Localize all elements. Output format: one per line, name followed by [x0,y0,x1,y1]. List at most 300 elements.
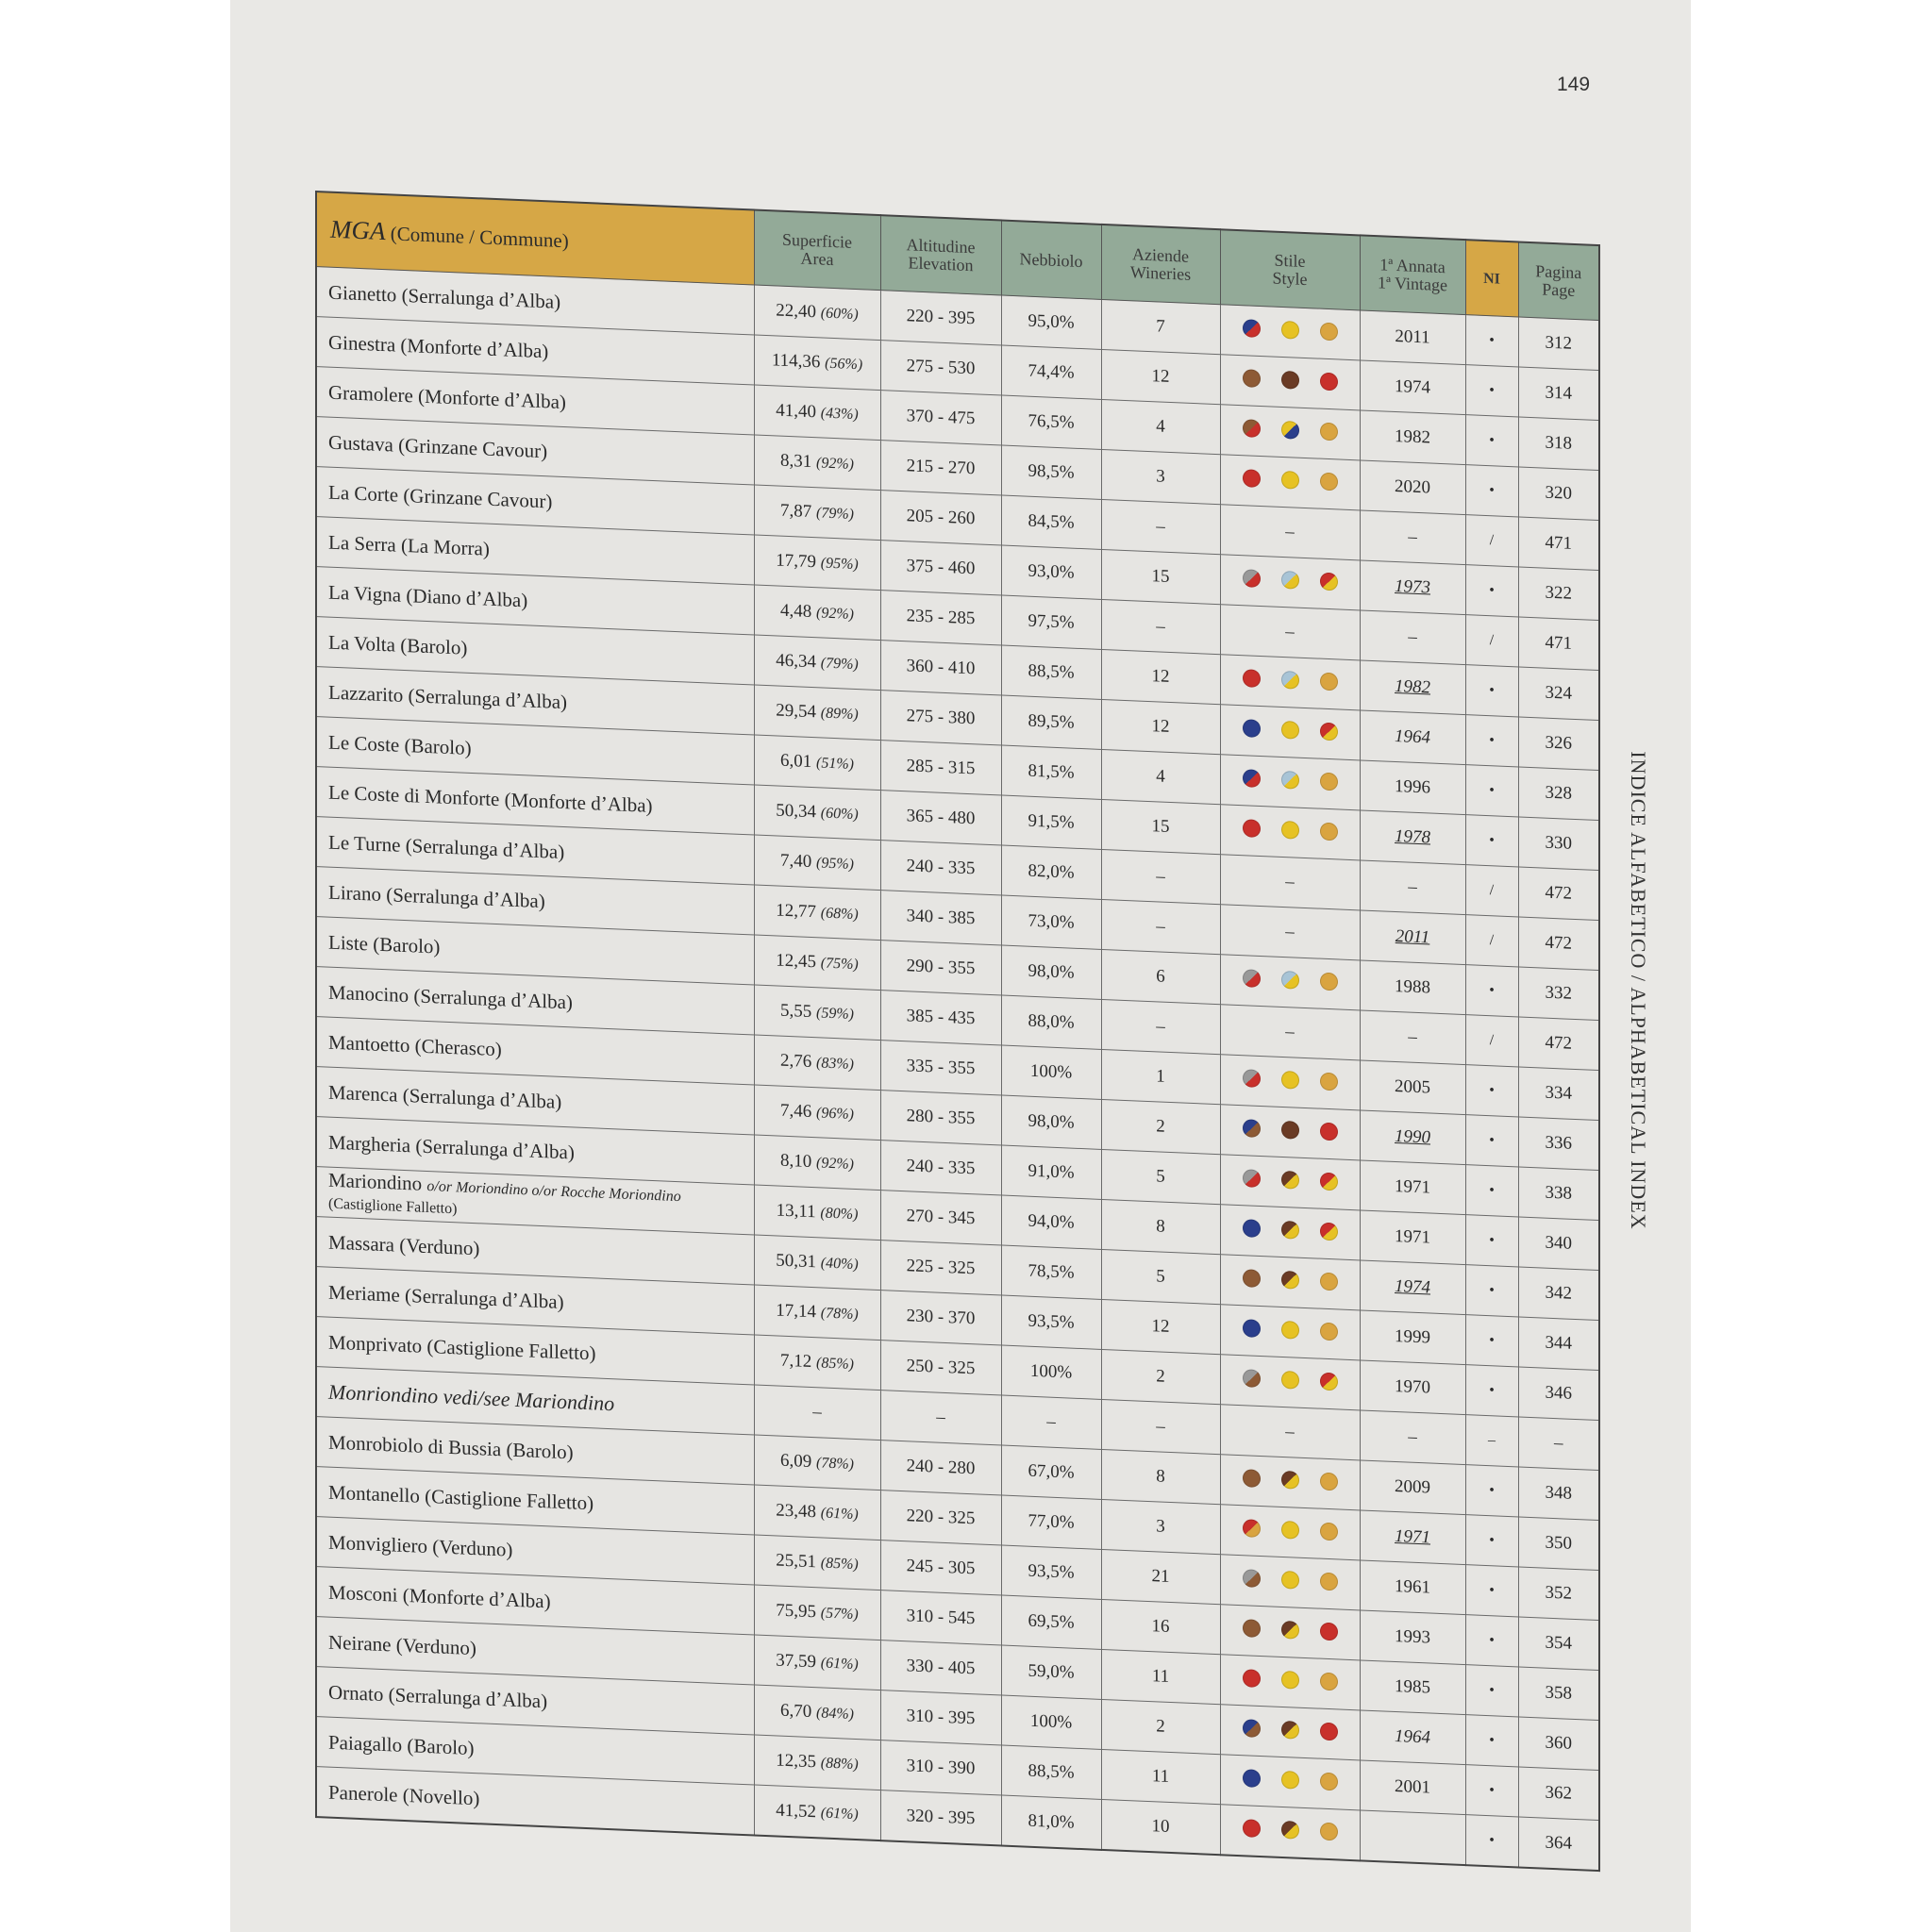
mga-comune: (Serralunga d’Alba) [408,684,568,714]
area-percent: (60%) [820,805,859,824]
page-cell: 324 [1518,667,1599,721]
ni-cell: • [1465,1515,1518,1567]
nebbiolo-cell: 93,5% [1001,1545,1101,1599]
page-cell: 472 [1518,917,1599,971]
elevation-cell: 375 - 460 [880,541,1001,595]
elevation-cell: 230 - 370 [880,1291,1001,1345]
ni-cell: • [1465,1715,1518,1767]
style-dots [1243,369,1338,391]
area-percent: (51%) [816,755,854,773]
style-dots [1243,819,1338,841]
mga-name: Monriondino vedi/see Mariondino [328,1379,615,1416]
style-dot-icon [1243,1519,1261,1538]
area-percent: (68%) [820,905,859,924]
page-cell: 472 [1518,867,1599,921]
page-cell: 344 [1518,1317,1599,1371]
style-cell [1220,1005,1360,1060]
nebbiolo-cell: 97,5% [1001,595,1101,649]
header-style [1220,229,1360,310]
elevation-cell: 310 - 545 [880,1591,1001,1645]
vintage-value: 2011 [1395,925,1430,948]
style-empty: – [1285,522,1295,542]
vintage-value: 1982 [1395,425,1430,448]
vintage-value: 1978 [1395,825,1430,848]
ni-cell: • [1465,815,1518,867]
style-dot-icon [1243,1069,1261,1088]
vintage-cell [1360,1360,1465,1415]
area-percent: (95%) [820,555,859,574]
page-cell: 362 [1518,1767,1599,1821]
area-cell [754,485,880,541]
style-dots [1243,1069,1338,1091]
mga-comune: (Barolo) [373,932,441,958]
vintage-value: – [1408,626,1417,647]
page-cell: 471 [1518,617,1599,671]
style-cell [1220,1755,1360,1810]
style-empty: – [1285,622,1295,642]
area-value: 4,48 [780,600,812,623]
area-cell [754,1285,880,1341]
vintage-value: 1988 [1395,975,1430,998]
wineries-cell: 8 [1101,1449,1220,1504]
style-dot-icon [1281,320,1299,339]
style-dot-icon [1320,1272,1338,1291]
mga-name: Margheria [328,1130,411,1158]
area-value: 2,76 [780,1050,812,1073]
mga-name: Gustava [328,430,393,457]
style-dot-icon [1320,1822,1338,1840]
elevation-cell: 240 - 335 [880,841,1001,895]
elevation-cell: 365 - 480 [880,791,1001,845]
wineries-cell: – [1101,1399,1220,1454]
wineries-cell: 12 [1101,699,1220,754]
style-cell [1220,1805,1360,1861]
ni-cell: / [1465,515,1518,567]
style-dot-icon [1320,1672,1338,1690]
area-cell [754,385,880,441]
vintage-value: 1973 [1395,575,1430,598]
area-value: 12,35 [776,1750,816,1773]
vintage-cell [1360,360,1465,415]
area-cell [754,1535,880,1591]
style-dot-icon [1320,972,1338,991]
style-dots [1243,1519,1338,1541]
vintage-value: – [1408,876,1417,897]
mga-name: La Corte [328,480,399,507]
style-dot-icon [1281,570,1299,589]
area-percent: (61%) [820,1505,859,1524]
area-value: 7,40 [780,850,812,873]
area-cell [754,1635,880,1690]
area-cell [754,1585,880,1641]
vintage-value: 1964 [1395,1725,1430,1748]
elevation-cell: 310 - 395 [880,1690,1001,1745]
style-dot-icon [1320,1322,1338,1341]
style-cell [1220,1655,1360,1710]
style-dot-icon [1243,1669,1261,1688]
mga-name: Lirano [328,880,381,906]
style-cell [1220,1405,1360,1460]
area-cell [754,1335,880,1391]
style-dot-icon [1281,1320,1299,1339]
style-dot-icon [1243,1119,1261,1138]
mga-comune: (Serralunga d’Alba) [402,1083,562,1113]
header-style-en: Style [1272,268,1308,290]
area-percent: (59%) [816,1005,854,1023]
elevation-cell: 270 - 345 [880,1191,1001,1245]
header-area-it: Superficie [782,229,852,252]
page-cell: 346 [1518,1367,1599,1421]
ni-cell: • [1465,1815,1518,1868]
page-cell: 322 [1518,567,1599,621]
page-cell: 336 [1518,1117,1599,1171]
area-cell [754,1035,880,1091]
mga-comune: (Serralunga d’Alba) [401,283,561,313]
area-cell [754,435,880,491]
style-dot-icon [1243,669,1261,688]
wineries-cell: – [1101,599,1220,654]
style-cell [1220,555,1360,610]
style-dots [1243,1669,1338,1690]
area-percent: (75%) [820,955,859,974]
page-cell: 348 [1518,1467,1599,1521]
style-cell [1220,905,1360,960]
mga-name: La Vigna [328,580,402,607]
style-cell [1220,405,1360,460]
style-dot-icon [1320,772,1338,791]
mga-name: Monrobiolo di Bussia [328,1430,502,1461]
style-dot-icon [1320,572,1338,591]
vintage-value: 1974 [1395,1275,1430,1298]
style-cell [1220,1105,1360,1160]
mga-comune: (Grinzane Cavour) [403,483,553,513]
header-vintage-en: 1ª Vintage [1377,273,1448,295]
vintage-cell [1360,1260,1465,1315]
ni-cell: • [1465,365,1518,417]
style-dot-icon [1320,1122,1338,1141]
page-cell: 332 [1518,967,1599,1021]
style-dot-icon [1281,470,1299,489]
nebbiolo-cell: 88,0% [1001,995,1101,1049]
style-dots [1243,719,1338,741]
style-cell [1220,1705,1360,1760]
style-dot-icon [1320,422,1338,441]
vintage-cell [1360,1060,1465,1115]
wineries-cell: 15 [1101,799,1220,854]
area-percent: (60%) [820,305,859,324]
style-cell [1220,1355,1360,1410]
mga-name: Mariondino [328,1168,423,1195]
mga-comune: (Serralunga d’Alba) [405,834,565,864]
ni-cell: • [1465,1615,1518,1667]
area-percent: (92%) [816,1155,854,1173]
area-percent: (85%) [816,1355,854,1373]
vintage-value: 1999 [1395,1325,1430,1348]
vintage-cell [1360,1510,1465,1565]
nebbiolo-cell: 88,5% [1001,645,1101,699]
nebbiolo-cell: 89,5% [1001,695,1101,749]
nebbiolo-cell: 98,0% [1001,945,1101,999]
elevation-cell: 220 - 325 [880,1491,1001,1545]
wineries-cell: 11 [1101,1749,1220,1804]
area-cell [754,285,880,341]
area-value: – [812,1402,822,1423]
style-dot-icon [1243,1719,1261,1738]
nebbiolo-cell: – [1001,1395,1101,1449]
elevation-cell: 330 - 405 [880,1641,1001,1695]
style-dot-icon [1281,1520,1299,1539]
area-percent: (95%) [816,855,854,873]
style-dot-icon [1281,1170,1299,1189]
wineries-cell: 12 [1101,349,1220,404]
header-elevation-en: Elevation [908,253,974,275]
header-wineries-it: Aziende [1132,244,1189,266]
area-value: 29,54 [776,700,816,723]
style-dot-icon [1243,769,1261,788]
mga-comune: (Monforte d’Alba) [402,1583,551,1613]
header-wineries [1101,225,1220,305]
nebbiolo-cell: 98,5% [1001,445,1101,499]
wineries-cell: 2 [1101,1099,1220,1154]
style-cell [1220,1055,1360,1110]
area-cell [754,785,880,841]
style-dot-icon [1243,719,1261,738]
area-value: 8,10 [780,1150,812,1173]
wineries-cell: 12 [1101,649,1220,704]
style-cell [1220,1205,1360,1260]
vintage-cell [1360,1110,1465,1165]
nebbiolo-cell: 98,0% [1001,1095,1101,1149]
vintage-cell [1360,1610,1465,1665]
style-dot-icon [1281,1670,1299,1689]
table-body [316,267,1599,1872]
area-value: 37,59 [776,1650,816,1673]
ni-cell: / [1465,1015,1518,1067]
style-empty: – [1285,922,1295,942]
area-percent: (43%) [820,405,859,424]
area-percent: (78%) [820,1305,859,1324]
style-dot-icon [1320,1172,1338,1191]
header-page-it: Pagina [1535,261,1582,283]
wineries-cell: – [1101,849,1220,904]
style-cell [1220,755,1360,810]
elevation-cell: 245 - 305 [880,1541,1001,1595]
vintage-cell [1360,510,1465,565]
vintage-value: – [1408,526,1417,547]
style-dots [1243,1319,1338,1341]
style-dot-icon [1320,1222,1338,1241]
page-cell: 354 [1518,1617,1599,1671]
vintage-value: 1971 [1395,1525,1430,1548]
mga-comune: (Barolo) [400,633,468,659]
area-value: 7,87 [780,500,812,523]
style-dot-icon [1281,1120,1299,1139]
nebbiolo-cell: 100% [1001,1345,1101,1399]
style-dots [1243,1569,1338,1591]
nebbiolo-cell: 91,0% [1001,1145,1101,1199]
area-value: 6,70 [780,1700,812,1723]
style-cell [1220,1155,1360,1210]
area-value: 17,79 [776,550,816,573]
nebbiolo-cell: 67,0% [1001,1445,1101,1499]
page-cell: 358 [1518,1667,1599,1721]
elevation-cell: 285 - 315 [880,741,1001,795]
ni-cell: • [1465,1115,1518,1167]
style-dot-icon [1320,1072,1338,1091]
style-cell [1220,955,1360,1010]
vintage-value: 1985 [1395,1675,1430,1698]
mga-comune: (Grinzane Cavour) [398,433,548,463]
mga-comune: (Castiglione Falletto) [328,1195,458,1218]
vintage-cell [1360,1660,1465,1715]
ni-cell: • [1465,1265,1518,1317]
area-percent: (96%) [816,1105,854,1123]
style-dots [1243,1719,1338,1740]
vintage-cell [1360,310,1465,365]
vintage-value: 2011 [1395,325,1430,348]
area-cell [754,335,880,391]
style-dot-icon [1281,1270,1299,1289]
area-percent: (61%) [820,1805,859,1824]
elevation-cell: 235 - 285 [880,591,1001,645]
area-value: 75,95 [776,1600,816,1623]
vintage-cell [1360,1210,1465,1265]
area-value: 46,34 [776,650,816,673]
style-cell [1220,1605,1360,1660]
style-dots [1243,469,1338,491]
area-value: 114,36 [771,350,821,373]
mga-name: Gramolere [328,380,413,408]
style-cell [1220,705,1360,760]
area-percent: (57%) [820,1605,859,1624]
nebbiolo-cell: 77,0% [1001,1495,1101,1549]
nebbiolo-cell: 73,0% [1001,895,1101,949]
mga-name: Lazzarito [328,680,404,707]
wineries-cell: 2 [1101,1699,1220,1754]
nebbiolo-cell: 69,5% [1001,1595,1101,1649]
style-dots [1243,1219,1338,1241]
mga-comune: (Barolo) [407,1734,475,1760]
elevation-cell: 320 - 395 [880,1790,1001,1846]
vintage-value: 2005 [1395,1075,1430,1098]
area-percent: (92%) [816,605,854,623]
style-dot-icon [1243,469,1261,488]
elevation-cell: 340 - 385 [880,891,1001,945]
style-dot-icon [1281,1770,1299,1789]
style-dots [1243,1369,1338,1391]
style-dot-icon [1281,370,1299,389]
style-dots [1243,1269,1338,1291]
vintage-value: – [1408,1026,1417,1047]
area-percent: (88%) [820,1755,859,1774]
header-style-it: Stile [1274,250,1306,271]
style-dot-icon [1243,1219,1261,1238]
area-cell [754,585,880,641]
wineries-cell: 3 [1101,449,1220,504]
ni-cell: • [1465,1215,1518,1267]
mga-name: Ornato [328,1680,384,1707]
mga-name: Gianetto [328,280,397,307]
area-percent: (40%) [820,1255,859,1274]
mga-name: Meriame [328,1280,400,1307]
page-cell: 334 [1518,1067,1599,1121]
style-dot-icon [1243,1319,1261,1338]
area-percent: (79%) [820,655,859,674]
area-percent: (61%) [820,1655,859,1674]
style-dot-icon [1243,1169,1261,1188]
area-cell [754,1185,880,1241]
elevation-cell: 220 - 395 [880,291,1001,345]
mga-name: Neirane [328,1630,392,1657]
mga-comune: (Novello) [402,1783,480,1810]
page-cell: 342 [1518,1267,1599,1321]
area-cell [754,935,880,991]
area-value: 25,51 [776,1550,816,1573]
style-cell [1220,805,1360,860]
vintage-value: 1970 [1395,1375,1430,1398]
elevation-cell: 280 - 355 [880,1091,1001,1145]
style-dot-icon [1320,1572,1338,1591]
header-ni [1465,240,1518,317]
page-cell: 338 [1518,1167,1599,1221]
page-cell: 330 [1518,817,1599,871]
header-vintage-it: 1ª Annata [1379,255,1446,277]
nebbiolo-cell: 95,0% [1001,295,1101,349]
area-cell [754,735,880,791]
mga-name: Manocino [328,980,409,1008]
style-dot-icon [1320,672,1338,691]
nebbiolo-cell: 59,0% [1001,1645,1101,1699]
page-number: 149 [1557,74,1591,95]
area-value: 12,45 [776,950,816,973]
mga-name: Le Coste di Monforte [328,780,500,811]
nebbiolo-cell: 91,5% [1001,795,1101,849]
style-dot-icon [1281,820,1299,839]
elevation-cell: 370 - 475 [880,391,1001,445]
wineries-cell: 3 [1101,1499,1220,1554]
area-cell [754,885,880,941]
vintage-cell [1360,1410,1465,1465]
style-dot-icon [1243,1769,1261,1788]
vintage-cell [1360,1310,1465,1365]
area-cell [754,985,880,1041]
style-dot-icon [1243,1819,1261,1838]
wineries-cell: – [1101,899,1220,954]
style-dot-icon [1281,770,1299,789]
area-percent: (80%) [820,1205,859,1224]
mga-comune: (Monforte d’Alba) [418,384,566,414]
style-dots [1243,769,1338,791]
style-dot-icon [1320,1522,1338,1541]
area-cell [754,685,880,741]
area-percent: (56%) [825,355,863,374]
page-cell: 340 [1518,1217,1599,1271]
style-dot-icon [1320,1472,1338,1491]
elevation-cell: 205 - 260 [880,491,1001,545]
wineries-cell: 4 [1101,399,1220,454]
page-cell: 318 [1518,417,1599,471]
style-dot-icon [1281,1620,1299,1639]
mga-comune: (Monforte d’Alba) [400,333,549,363]
header-elevation [880,215,1001,295]
elevation-cell: 275 - 380 [880,691,1001,745]
vintage-cell [1360,1760,1465,1815]
area-percent: (84%) [816,1705,854,1723]
area-value: 7,12 [780,1350,812,1373]
style-dot-icon [1243,419,1261,438]
style-empty: – [1285,1022,1295,1042]
vintage-cell [1360,710,1465,765]
